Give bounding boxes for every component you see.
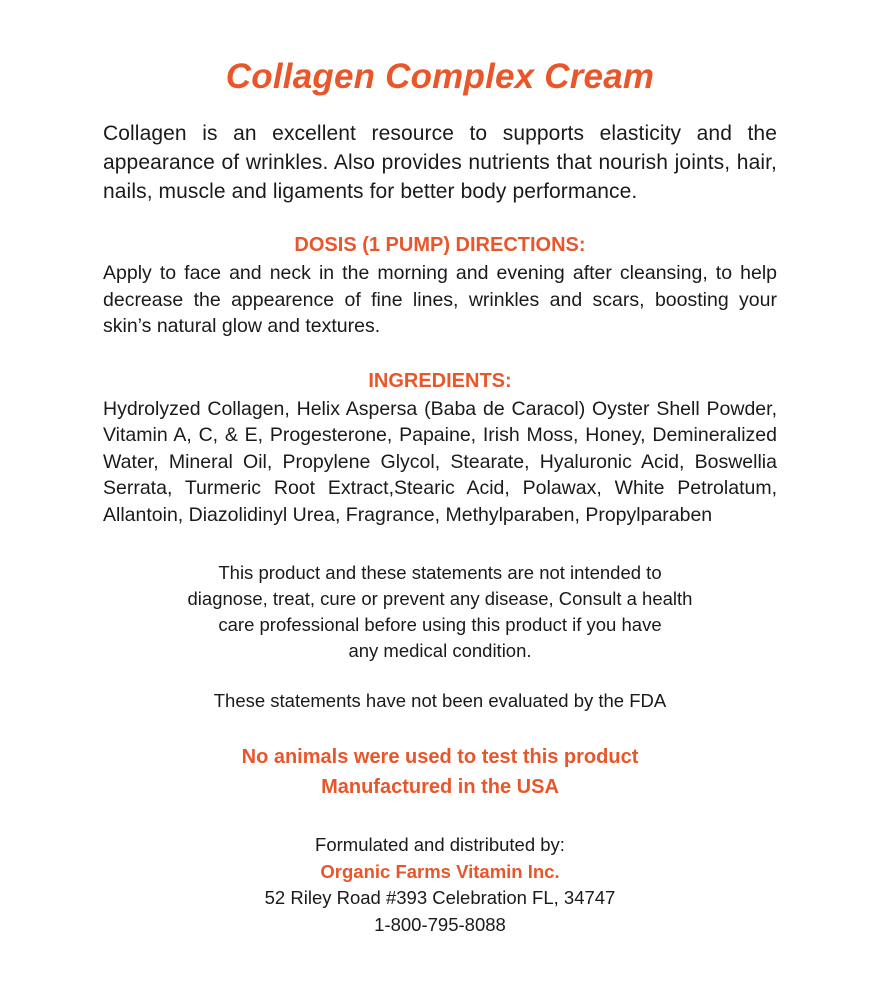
distributor-info [103,832,777,938]
product-description: Collagen is an excellent resource to supports elasticity and the appearance of wrinkles. Also provides nutrients that nourish joints, hair, nails, muscle and ligaments for better body performance. [103,122,777,203]
ingredients-text: Hydrolyzed Collagen, Helix Aspersa (Baba de Caracol) Oyster Shell Powder, Vitamin A, C, & E, Progesterone, Papaine, Irish Moss, Honey, Demineralized Water, Mineral Oil, Propylene Glycol, Stearate, Hyaluronic Acid, Boswellia Serrata, Turmeric Root Extract,Stearic Acid, Polawax, White Petrolatum, Allantoin, Diazolidinyl Urea, Fragrance, Methylparaben, Propylparaben [103,397,777,526]
disclaimer-line: any medical condition. [348,640,532,661]
directions-heading: DOSIS (1 PUMP) DIRECTIONS: [294,234,586,256]
cruelty-free-claim: No animals were used to test this product [241,746,639,768]
product-claims [103,742,777,802]
distributor-label: Formulated and distributed by: [315,834,565,855]
disclaimer-line: care professional before using this product if you have [218,614,662,635]
directions-text: Apply to face and neck in the morning and evening after cleansing, to help decrease the appearence of fine lines, wrinkles and scars, boosting your skin’s natural glow and textures. [103,262,777,337]
disclaimer-line: This product and these statements are not intended to [218,562,662,583]
company-name: Organic Farms Vitamin Inc. [320,860,560,882]
product-title: Collagen Complex Cream [225,57,655,96]
disclaimer [130,560,750,664]
company-phone: 1-800-795-8088 [374,913,506,935]
company-address: 52 Riley Road #393 Celebration FL, 34747 [264,887,616,908]
fda-statement: These statements have not been evaluated by the FDA [213,690,667,711]
ingredients-heading: INGREDIENTS: [368,369,512,392]
disclaimer-line: diagnose, treat, cure or prevent any disease, Consult a health [187,588,693,609]
made-in-usa-claim: Manufactured in the USA [321,776,559,798]
